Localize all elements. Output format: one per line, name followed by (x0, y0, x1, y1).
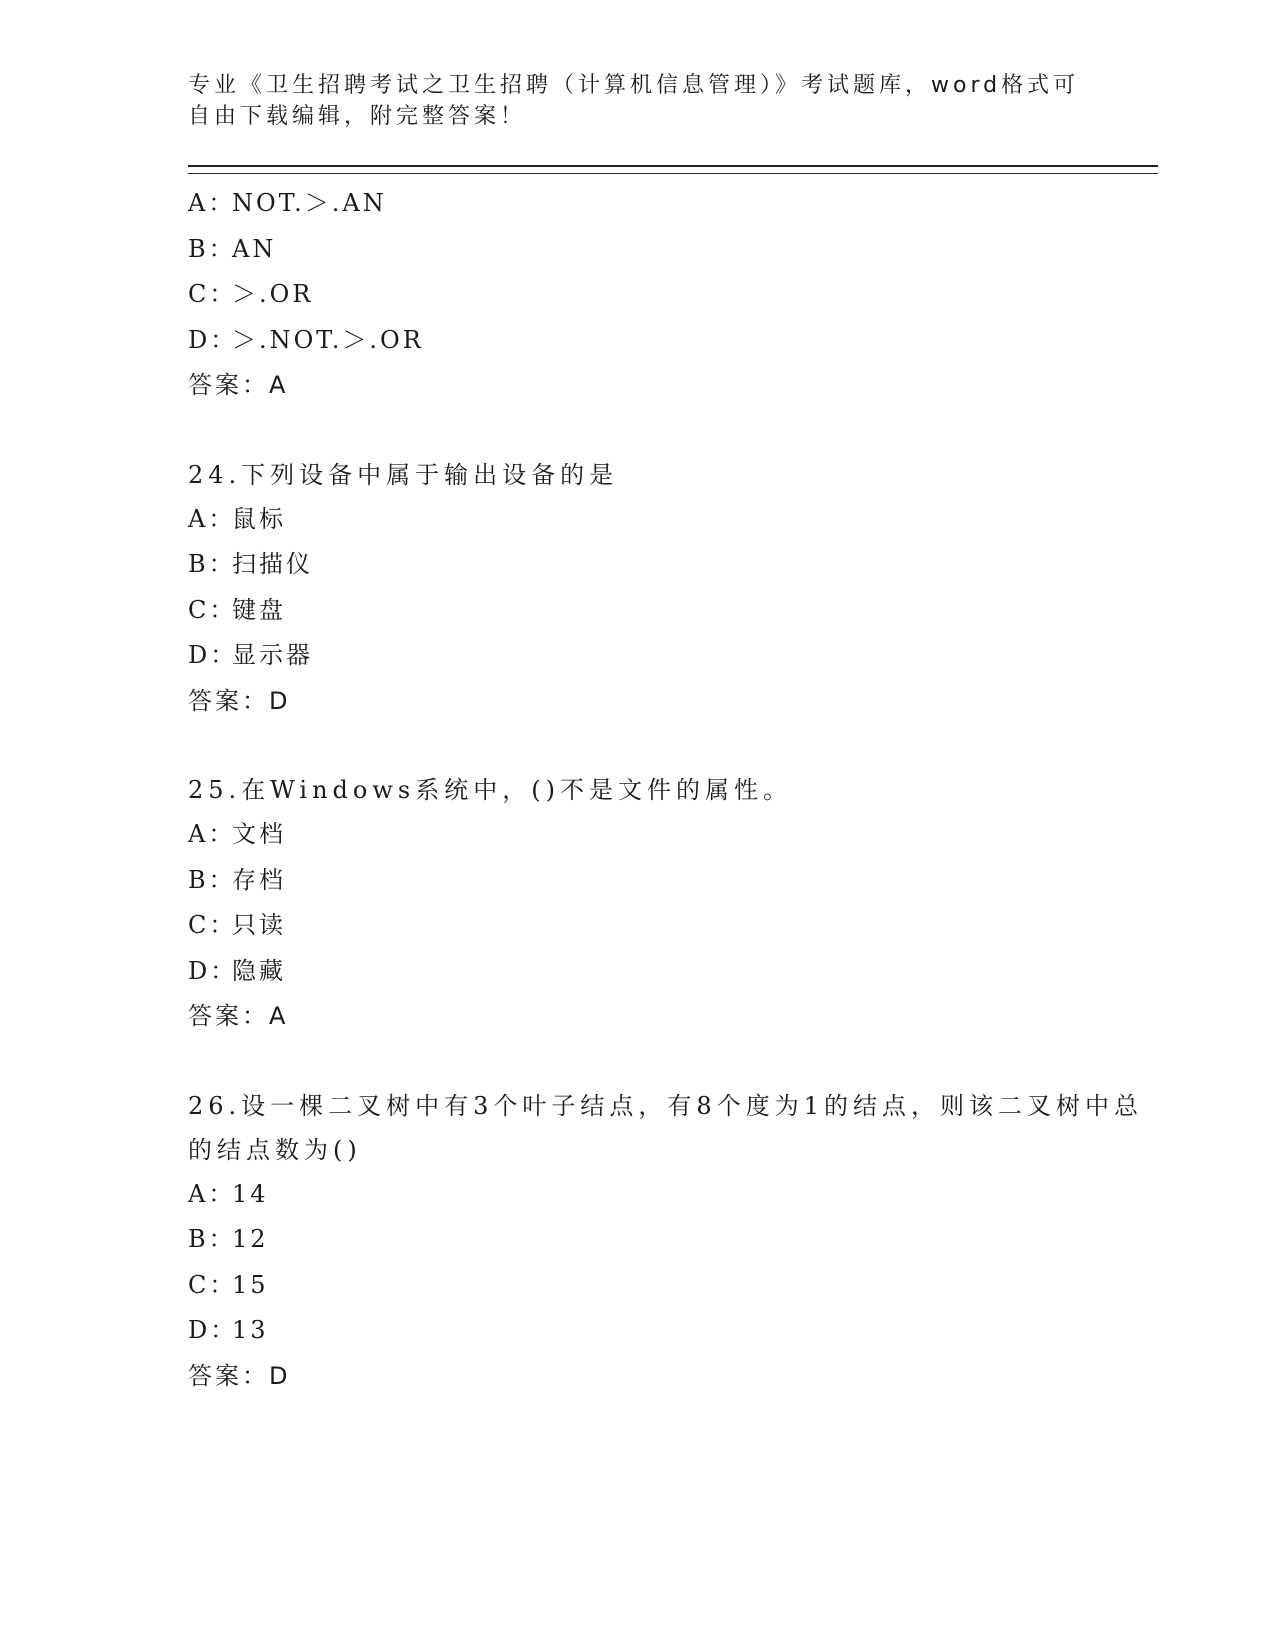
option-d (188, 1308, 1158, 1354)
option-letter: C： (188, 911, 237, 939)
option-d (188, 318, 1158, 364)
option-text: NOT.＞.AN (232, 189, 387, 217)
document-header: 专业《卫生招聘考试之卫生招聘（计算机信息管理）》考试题库，word格式可自由下载编辑，附完整答案！ (188, 73, 1080, 129)
option-letter: D： (188, 325, 238, 354)
option-letter: A： (188, 1179, 236, 1208)
document-page (188, 70, 1158, 1399)
question-24 (188, 453, 1158, 725)
option-c (188, 272, 1158, 318)
option-text: 15 (232, 1270, 269, 1299)
option-text: 文档 (232, 820, 286, 848)
option-b (188, 858, 1158, 904)
option-letter: B： (188, 1225, 236, 1253)
option-b (188, 227, 1158, 273)
option-letter: D： (188, 641, 238, 669)
answer-line: 答案：A (188, 1002, 289, 1030)
option-b (188, 1217, 1158, 1263)
option-a (188, 812, 1158, 858)
option-letter: B： (188, 550, 236, 578)
option-text: 只读 (232, 911, 286, 939)
option-letter: D： (188, 1316, 238, 1344)
header-divider (188, 165, 1158, 174)
question-text: 26.设一棵二叉树中有3个叶子结点，有8个度为1的结点，则该二叉树中总的结点数为() (188, 1091, 1143, 1164)
question-26 (188, 1084, 1158, 1400)
option-letter: C： (188, 595, 237, 624)
question-25 (188, 768, 1158, 1040)
option-letter: A： (188, 504, 236, 533)
answer-line: 答案：A (188, 371, 289, 399)
option-letter: B： (188, 865, 236, 894)
option-c (188, 588, 1158, 634)
option-text: ＞.OR (232, 280, 314, 308)
option-letter: C： (188, 1270, 237, 1299)
option-a (188, 497, 1158, 543)
option-c (188, 903, 1158, 949)
option-letter: C： (188, 280, 237, 308)
option-a (188, 1172, 1158, 1218)
option-text: 存档 (232, 865, 286, 894)
option-letter: A： (188, 820, 236, 848)
option-d (188, 949, 1158, 995)
option-text: 13 (232, 1316, 269, 1344)
question-23-continued (188, 181, 1158, 409)
option-text: 鼠标 (232, 504, 286, 533)
option-text: 12 (232, 1225, 269, 1253)
question-text: 25.在Windows系统中，()不是文件的属性。 (188, 776, 792, 804)
option-d (188, 633, 1158, 679)
option-a (188, 181, 1158, 227)
option-text: 键盘 (232, 595, 286, 624)
option-letter: D： (188, 956, 238, 985)
option-b (188, 542, 1158, 588)
option-letter: A： (188, 189, 236, 217)
question-text: 24.下列设备中属于输出设备的是 (188, 460, 619, 489)
option-text: 扫描仪 (232, 550, 313, 578)
option-text: 显示器 (232, 641, 313, 669)
option-text: 14 (232, 1179, 269, 1208)
option-letter: B： (188, 234, 236, 263)
answer-line: 答案：D (188, 686, 291, 715)
option-text: ＞.NOT.＞.OR (232, 325, 424, 354)
option-c (188, 1263, 1158, 1309)
option-text: AN (232, 234, 277, 263)
option-text: 隐藏 (232, 956, 286, 985)
answer-line: 答案：D (188, 1361, 291, 1390)
